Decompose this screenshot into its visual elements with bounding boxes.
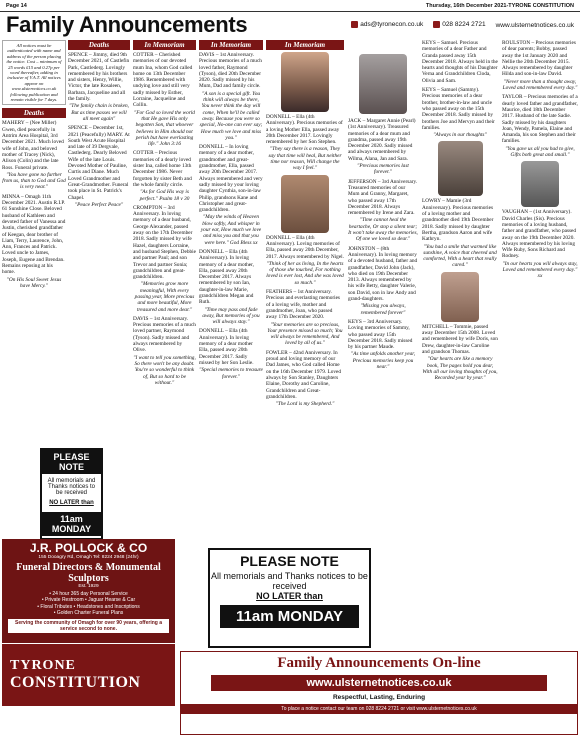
death-notice: SPENCE – December 1st, 2021 (Peacefully) MARY. At South West Acute Hospital and late of 39 Dergvale, Castlederg. Dearly Beloved Wife of the late Louis. Devoted Mother of Pauline, Curtis and Diane. Much Loved Grandmother and Great-Grandmother. Funeral took place in St. Patrick's Chapel. "Peace Perfect Peace" [68,125,130,208]
portrait-photo [438,141,483,196]
memoriam-notice: DONNELL – Ella (4th Anniversary). Precious memories of a loving Mother Ella, passed away 20th December 2017. Lovingly remembered by her Son Stephen. "They say there is a reason, They say that time will heal, But neither time nor reason, Will change the way I feel." [266,114,343,172]
contact-bar [351,21,574,28]
section-heading: Deaths [2,108,66,118]
memoriam-notice: KEYS – 3rd Anniversary. Loving memories of Sammy, who passed away 15th December 2018. Sadly missed by his partner Maude. "As time unfolds another year, Precious memories keep you near." [348,318,416,370]
column-in-memoriam-2 [199,40,263,545]
memoriam-notice: DONNELL – Ella (4th Anniversary). In loving memory of a dear mother, Ella, passed away 20th December 2017. Always remembered by son Ian, daughter-in-law Marie, grandchildren Megan and Ruth. "Time may pass and fade away, But memories of you will always stay." [199,248,260,326]
ad-tagline: Serving the community of Omagh for over 90 years, offering a service second to none. [8,619,169,633]
memoriam-notice: MITCHELL – Tommie, passed away December 15th 2008. Loved and remembered by wife Doris, son Drew, daughter-in-law Caroline and grandson Thomas. "Our hearts are like a memory book, The pages hold you dear, With all our loving thoughts of you, Recorded year by year." [422,323,498,382]
deadline-notice: PLEASE NOTE All memorials and Thanks notices to be received NO LATER than 11am MONDAY [208,548,371,648]
section-heading: In Memoriam [133,40,196,50]
memoriam-notice: KEYS – Samuel. Precious memories of a dear Father and Granda passed away 15th December 2018. Always held in the hearts and thoughts of his Daughter Verna and Grandchildren Cloda, Olivia and Sam. [422,40,498,84]
page-number: Page 14 [6,2,27,9]
section-heading: In Memoriam [266,40,344,50]
memoriam-notice: DONNELL – In loving memory of a dear mother, grandmother and great-grandmother, Ella, passed away 20th December 2017. Always remembered and very sadly missed by your loving daughter Cynthia, son-in-law Philip, grandsons Kane and Christopher and great-grandchildren. "May the winds of Heaven blow softly, And whisper in your ear, How much we love and miss you and that you were here." God Bless xx [199,144,263,246]
section-heading: Deaths [68,40,130,50]
column-in-memoriam-5 [422,40,498,645]
top-bar [0,0,580,12]
phone-icon [433,21,440,28]
portrait-photo [281,52,329,112]
page-title: Family Announcements [6,12,248,37]
online-notices-banner [180,651,578,735]
ad-service-title: Funeral Directors & Monumental Sculptors [16,562,161,584]
memoriam-notice: TAYLOR – Precious memories of a dearly loved father and grandfather, Maurice, died 18th December 2017. Husband of the late Sadie. Sadly missed by his daughters Joan, Wendy, Pamela, Elaine and Amanda, his son Stephen and their families. "You gave us all you had to give, Gifts both great and small." [502,94,578,159]
memoriam-notice: ROULSTON – Precious memories of dear parents; Bobby, passed away the 1st January 2020 and Nellie the 20th December 2015. Always remembered by daughter Hilda and son-in-law David. "Never more than a thought away, Loved and remembered every day." [502,40,578,92]
memoriam-notice: VAUGHAN – (1st Anniversary). David Charles (Sis). Precious memories of a loving husband, father and grandfather, who passed away on the 19th December 2020. Always remembered by his loving Wife Ruby, Sons Richard and Rodney. "In our hearts you will always stay, Loved and remembered every day." xx [502,209,578,280]
memoriam-notice: COTTER – Cherished memories of our devoted mum Ina, whom God called home on 13th December 1986. Remembered with undying love and still very sadly missed by Esther, Lorraine, Jacqueline and Collin. "For God so loved the world that He gave His only begotten Son, that whoever believes in Him should not perish but have everlasting life." John 3:16 [133,52,195,148]
death-notice: MINNA – Omagh 11th December 2021. Austin R.I.P. 61 Sunshine Close. Beloved husband of Kathleen and devoted father of Vanessa and Justin, cherished grandfather of Keegan, dear brother of Liam, Terry, Laurence, John, Ann, Frances and Patrick. Loved uncle to James, Joseph, Eugene and Brendan. Remains reposing at his home. "On His Soul Sweet Jesus have Mercy." [2,193,66,289]
portrait-photo [441,272,479,322]
memoriam-notice: DONNELL – Ella (4th Anniversary). In loving memory of a dear mother Ella, passed away 20th December 2017. Sadly missed by her Son Leslie. "Special memories to treasure forever." [199,328,263,380]
ad-services-list [2,591,175,617]
death-notice: SPENCE – Jimmy, died 9th December 2021, of Castlefin Park, Castlederg. Lovingly remembered by his brothers and sisters, Henry, Willie, Victor, the late Rosaleen, Barbara, Jacqueline and all the family. "The family chain is broken, But as time passes we will all meet again" [68,52,130,122]
column-in-memoriam-1 [133,40,196,545]
notice-rules: All notices must be authenticated with name and address of the person placing the notice. Cost – minimum of 25 words £15 and 0.27p per word thereafter, adding in inclusive of V.A.T. All notices appear on www.ulsternotices.co.uk following publication and remain visible for 7 days. [2,40,66,105]
portrait-photo [521,161,559,207]
memoriam-notice: FEATHERS – 1st Anniversary. Precious and everlasting memories of a loving wife, mother and grandmother, Joan, who passed away 17th December 2020. "Your memories are so precious, Your presence missed so much; You will always be remembered, And loved by all of us." [266,289,343,347]
column-deaths-1 [2,40,66,445]
banner-url[interactable]: www.ulsternetnotices.co.uk [211,675,547,691]
ad-established: Est. 1929 [78,584,99,589]
phone-contact[interactable]: 028 8224 2721 [433,21,485,28]
column-in-memoriam-6 [502,40,578,645]
funeral-director-ad [2,539,175,643]
email-icon [351,21,358,28]
banner-contact: To place a notice contact our team on 028 8224 2721 or visit www.ulsternetnotices.co.uk [181,704,577,714]
issue-date: Thursday, 16th December 2021-TYRONE CONSTITUTION [425,2,574,9]
memoriam-notice: JEFFERSON – 3rd Anniversary. Treasured memories of our Mum and Granny, Margaret, who passed away 17th December 2018. Always remembered by Irene and Zara. "Time cannot heal the heartache, Or stop a silent tear; It won't take away the memories, Of one we loved so dear." [348,178,418,243]
column-deaths-2 [68,40,130,445]
masthead-logo: TYRONE CONSTITUTION [2,644,175,706]
memoriam-notice: DONNELL – Ella (4th Anniversary). Loving memories of Ella, passed away 20th December, 2017. Always remembered by Nigel. "Think of her as living, In the hearts of those she touched, For nothing loved is ever lost, And she was loved so much." [266,234,344,286]
memoriam-notice: DAVIS – 1st Anniversary. Precious memories of a much loved father, Raymond (Tyson), died 20th December 2020. Sadly missed by his Mum, Dad and family circle. "A son is a special gift. You think will always be there, You never think the day will come, When he'll be called away. Because you were so special, No-one can ever say; How much we love and miss you." [199,52,263,141]
web-link[interactable]: www.ulsternetnotices.co.uk [495,21,574,29]
memoriam-notice: CROMPTON – 3rd Anniversary. In loving memory of a dear husband, George Alexander, passed away on the 17th December 2018. Sadly missed by wife Hazel, daughters Lorraine, and husband Stephen, Debbie and partner Paul; and son Trevor and partner Sonia; grandchildren and great-grandchildren. "Memories grow more meaningful, With every passing year, More precious and more beautiful, More treasured and more dear." [133,204,196,313]
banner-title: Family Announcements On-line [277,655,481,671]
ad-company-name: J.R. POLLOCK & CO [29,541,148,555]
death-notice: MAHERY – (Nee Miller) Gwen, died peacefully in Antrim Area Hospital, 3rd December 2021. Much loved wife of John, and beloved mother of Tracey (Nick), Alison (Colin) and the late Ross. Funeral private. "You have gone no further from us, than to God and God is very near." [2,120,66,191]
memoriam-notice: FOWLER – 42nd Anniversary. In proud and loving memory of our Dad James, who God called Home on the 16th December 1979. Loved always by Son Stanley, Daughters Elaine, Dorothy and Caroline, Grandchildren and Great-grandchildren. "The Lord is my Shepherd." [266,349,342,408]
list-item: • Floral Tributes • Headstones and Inscriptions [37,603,140,610]
section-heading: In Memoriam [199,40,263,50]
portrait-photo [281,175,329,233]
list-item: • Private Restroom • Jaguar Hearse & Car [41,597,136,604]
memoriam-notice: LOWRY – Mamie (3rd Anniversary). Precious memories of a loving mother and grandmother died 19th December 2018. Sadly missed by daughter Bertha, grandson Aaron and wife Kathryn. "You had a smile that warmed like sunshine, A voice that cheered and comforted, With a heart that really cared." [422,198,497,269]
list-item: • 24 hour 365 day Personal Service [49,591,128,597]
memoriam-notice: JOHNSTON – (8th Anniversary). In loving memory of a devoted husband, father and grandfather, David John (Jack), who died on 19th December 2013. Always remembered by his wife Betty, daughter Valerie, son David, son in law Andy and grand-daughters. "Missing you always, remembered forever" [348,245,418,316]
deadline-notice-small: PLEASE NOTE All memorials and Thanks notices to be received NO LATER than 11am MONDAY [40,448,103,540]
page-header [0,12,580,38]
portrait-photo [359,54,407,114]
email-contact[interactable]: ads@tyronecon.co.uk [351,21,423,28]
banner-slogan: Respectful, Lasting, Enduring [332,694,426,701]
memoriam-notice: DAVIS – 1st Anniversary. Precious memories of a much loved partner, Raymond (Tyson). Sadly missed and always remembered by Olive. "I want to tell you something, So there won't be any doubt. You're so wonderful to think of, But so hard to be without." [133,315,196,386]
memoriam-notice: COTTER – Precious memories of a dearly loved sister Ina, called home 13th December 1986. Never forgotten by sister Beth and the whole family circle. "As for God His way is perfect." Psalm 18 v 30 [133,150,192,202]
list-item: • Golden Charter Funeral Plans [53,610,124,617]
ad-address: 155 Dooagry Rd, Omagh Tel: 8224 2948 (24hr) [38,555,139,560]
memoriam-notice: KEYS – Samuel (Sammy). Precious memories of a dear brother, brother-in-law and uncle who passed away on the 15th December 2018. Sadly missed by brothers Joe and Mervyn and their families. "Always in our thoughts" [422,87,495,139]
memoriam-notice: JACK – Margaret Annie (Pearl) (1st Anniversary). Treasured memories of a dear mum and grandma, passed away 19th December 2020. Sadly missed and always remembered by Wilma, Alana, Jan and Sara. "Precious memories last forever." [348,118,416,176]
